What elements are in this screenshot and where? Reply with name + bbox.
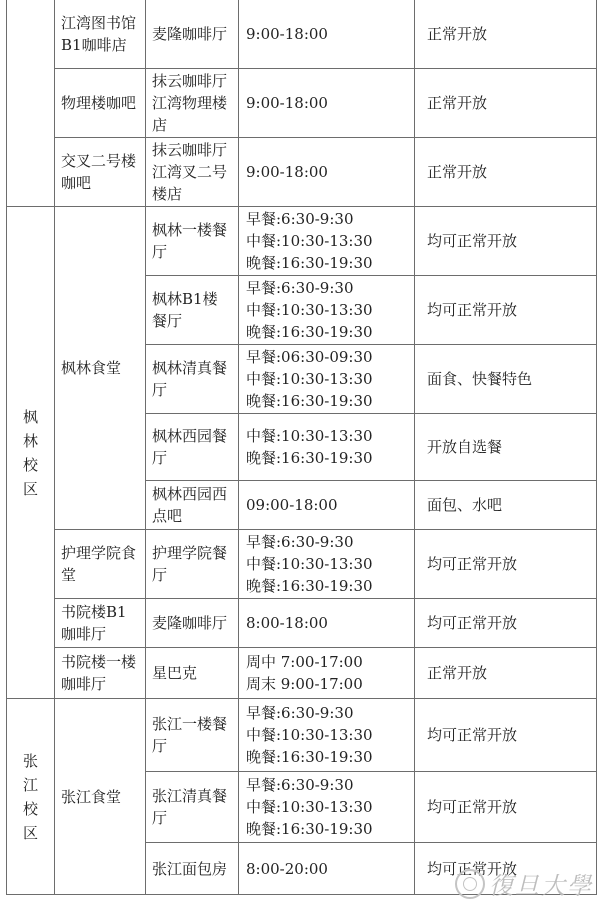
hours-cell: 早餐:6:30-9:30 中餐:10:30-13:30 晚餐:16:30-19:30: [239, 772, 415, 843]
watermark-text: 復旦大學: [489, 872, 593, 900]
hall-cell: 书院楼一楼咖啡厅: [55, 648, 146, 699]
hours-cell: 中餐:10:30-13:30 晚餐:16:30-19:30: [239, 414, 415, 481]
venue-cell: 星巴克: [146, 648, 239, 699]
status-cell: 开放自选餐: [415, 414, 597, 481]
hours-cell: 9:00-18:00: [239, 69, 415, 138]
status-cell: 面食、快餐特色: [415, 345, 597, 414]
hours-cell: 8:00-20:00: [239, 843, 415, 895]
hours-cell: 09:00-18:00: [239, 481, 415, 530]
table-row: [7, 699, 597, 772]
campus-cell: 枫林校区: [7, 207, 55, 699]
venue-cell: 护理学院餐厅: [146, 530, 239, 599]
status-cell: 均可正常开放: [415, 772, 597, 843]
status-cell: 均可正常开放: [415, 699, 597, 772]
hall-cell: 护理学院食堂: [55, 530, 146, 599]
university-seal-icon: [455, 869, 485, 899]
venue-cell: 张江清真餐厅: [146, 772, 239, 843]
table-row: [7, 599, 597, 648]
venue-cell: 抹云咖啡厅江湾物理楼店: [146, 69, 239, 138]
hours-cell: 9:00-18:00: [239, 138, 415, 207]
hours-cell: 早餐:06:30-09:30 中餐:10:30-13:30 晚餐:16:30-19:30: [239, 345, 415, 414]
hours-cell: 周中 7:00-17:00 周末 9:00-17:00: [239, 648, 415, 699]
status-cell: 均可正常开放: [415, 207, 597, 276]
table-row: [7, 69, 597, 138]
status-cell: 均可正常开放: [415, 843, 597, 895]
hall-cell: 江湾图书馆B1咖啡店: [55, 0, 146, 69]
venue-cell: 枫林西园西点吧: [146, 481, 239, 530]
hours-cell: 早餐:6:30-9:30 中餐:10:30-13:30 晚餐:16:30-19:30: [239, 530, 415, 599]
venue-cell: 枫林清真餐厅: [146, 345, 239, 414]
status-cell: 正常开放: [415, 138, 597, 207]
hall-cell: 交叉二号楼咖吧: [55, 138, 146, 207]
status-cell: 正常开放: [415, 648, 597, 699]
venue-cell: 枫林西园餐厅: [146, 414, 239, 481]
canteen-schedule-table: [6, 0, 597, 895]
campus-cell-continued: [7, 0, 55, 207]
venue-cell: 张江一楼餐厅: [146, 699, 239, 772]
table-row: [7, 138, 597, 207]
status-cell: 均可正常开放: [415, 530, 597, 599]
hours-cell: 9:00-18:00: [239, 0, 415, 69]
venue-cell: 麦隆咖啡厅: [146, 0, 239, 69]
hours-cell: 早餐:6:30-9:30 中餐:10:30-13:30 晚餐:16:30-19:30: [239, 699, 415, 772]
hall-cell: 书院楼B1咖啡厅: [55, 599, 146, 648]
status-cell: 面包、水吧: [415, 481, 597, 530]
hours-cell: 早餐:6:30-9:30 中餐:10:30-13:30 晚餐:16:30-19:30: [239, 276, 415, 345]
watermark: [455, 866, 593, 901]
table-row: [7, 207, 597, 276]
table-row: [7, 530, 597, 599]
venue-cell: 张江面包房: [146, 843, 239, 895]
status-cell: 均可正常开放: [415, 276, 597, 345]
status-cell: 正常开放: [415, 0, 597, 69]
status-cell: 均可正常开放: [415, 599, 597, 648]
hall-cell: 张江食堂: [55, 699, 146, 895]
table-row: [7, 648, 597, 699]
venue-cell: 麦隆咖啡厅: [146, 599, 239, 648]
status-cell: 正常开放: [415, 69, 597, 138]
campus-cell: 张江校区: [7, 699, 55, 895]
hours-cell: 8:00-18:00: [239, 599, 415, 648]
hall-cell: 枫林食堂: [55, 207, 146, 530]
hall-cell: 物理楼咖吧: [55, 69, 146, 138]
table-row: [7, 0, 597, 69]
venue-cell: 枫林B1楼餐厅: [146, 276, 239, 345]
venue-cell: 枫林一楼餐厅: [146, 207, 239, 276]
hours-cell: 早餐:6:30-9:30 中餐:10:30-13:30 晚餐:16:30-19:30: [239, 207, 415, 276]
venue-cell: 抹云咖啡厅江湾叉二号楼店: [146, 138, 239, 207]
